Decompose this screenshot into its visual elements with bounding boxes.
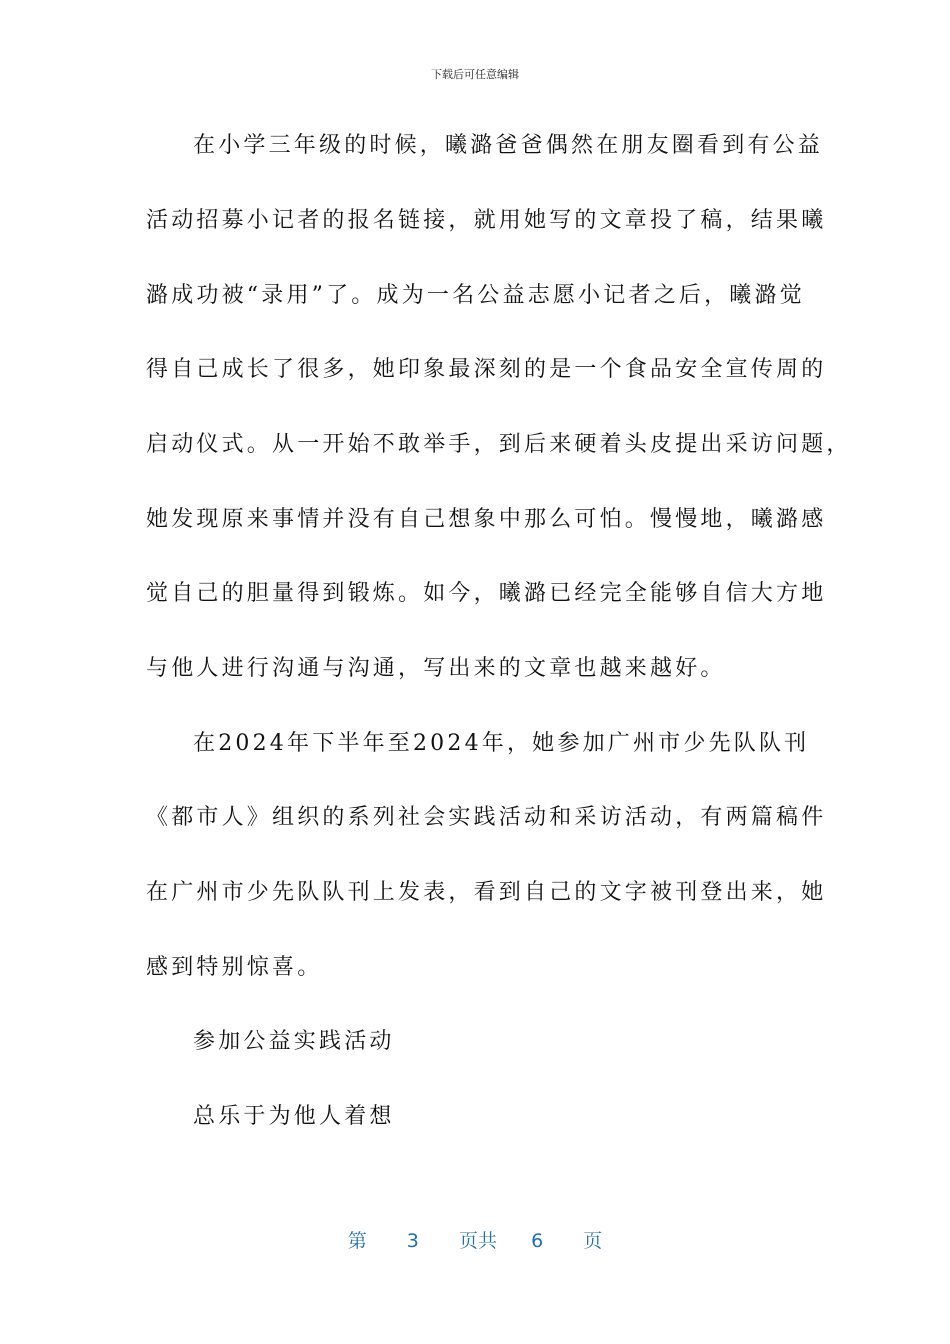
section-heading: 总乐于为他人着想 <box>193 1104 395 1129</box>
paragraph-line: 在2024年下半年至2024年，她参加广州市少先队队刊 <box>193 731 810 756</box>
page-header: 下载后可任意编辑 <box>431 68 519 81</box>
paragraph-line: 她发现原来事情并没有自己想象中那么可怕。慢慢地，曦潞感 <box>146 507 827 532</box>
paragraph-line: 启动仪式。从一开始不敢举手，到后来硬着头皮提出采访问题， <box>146 432 852 457</box>
section-heading: 参加公益实践活动 <box>193 1029 395 1054</box>
footer-middle: 页共 <box>458 1230 497 1252</box>
footer-page-number: 3 <box>406 1230 419 1252</box>
footer-suffix: 页 <box>583 1230 603 1252</box>
paragraph-line: 觉自己的胆量得到锻炼。如今，曦潞已经完全能够自信大方地 <box>146 581 827 606</box>
paragraph-line: 潞成功被“录用”了。成为一名公益志愿小记者之后，曦潞觉 <box>146 283 805 308</box>
paragraph-line: 活动招募小记者的报名链接，就用她写的文章投了稿，结果曦 <box>146 208 827 233</box>
paragraph-line: 在小学三年级的时候，曦潞爸爸偶然在朋友圈看到有公益 <box>193 133 824 158</box>
footer-total-pages: 6 <box>531 1230 544 1252</box>
paragraph-line: 《都市人》组织的系列社会实践活动和采访活动，有两篇稿件 <box>146 805 827 830</box>
paragraph-line: 得自己成长了很多，她印象最深刻的是一个食品安全宣传周的 <box>146 357 827 382</box>
paragraph-line: 与他人进行沟通与沟通，写出来的文章也越来越好。 <box>146 656 726 681</box>
page-footer <box>0 1226 950 1253</box>
paragraph-line: 在广州市少先队队刊上发表，看到自己的文字被刊登出来，她 <box>146 880 827 905</box>
paragraph-line: 感到特别惊喜。 <box>146 955 323 980</box>
footer-prefix: 第 <box>347 1230 367 1252</box>
